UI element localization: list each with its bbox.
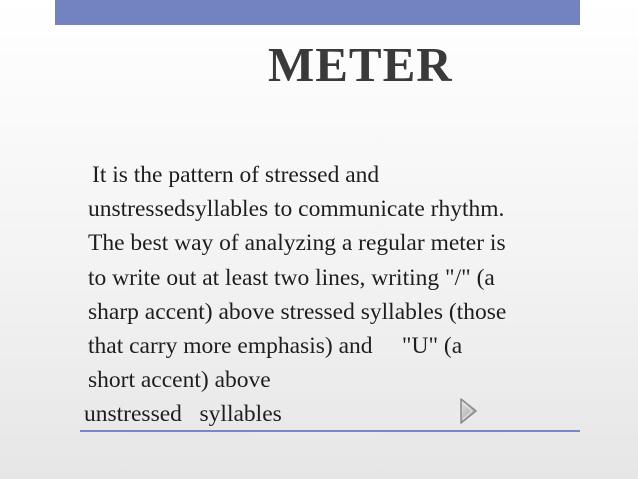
slide-title: METER <box>268 37 453 92</box>
next-arrow-icon[interactable] <box>459 397 479 425</box>
body-line: unstressed syllables <box>84 401 282 428</box>
body-line: unstressedsyllables to communicate rhythm. <box>88 196 505 223</box>
body-line: sharp accent) above stressed syllables (those <box>88 298 507 325</box>
footer-divider <box>80 430 580 432</box>
slide-body <box>84 158 598 432</box>
body-line: to write out at least two lines, writing "/" (a <box>88 264 495 291</box>
header-accent-bar <box>55 0 580 25</box>
body-line: short accent) above <box>88 367 271 394</box>
body-line: It is the pattern of stressed and <box>92 162 380 188</box>
body-line: The best way of analyzing a regular meter is <box>88 230 506 257</box>
body-line: that carry more emphasis) and "U" (a <box>88 333 463 360</box>
